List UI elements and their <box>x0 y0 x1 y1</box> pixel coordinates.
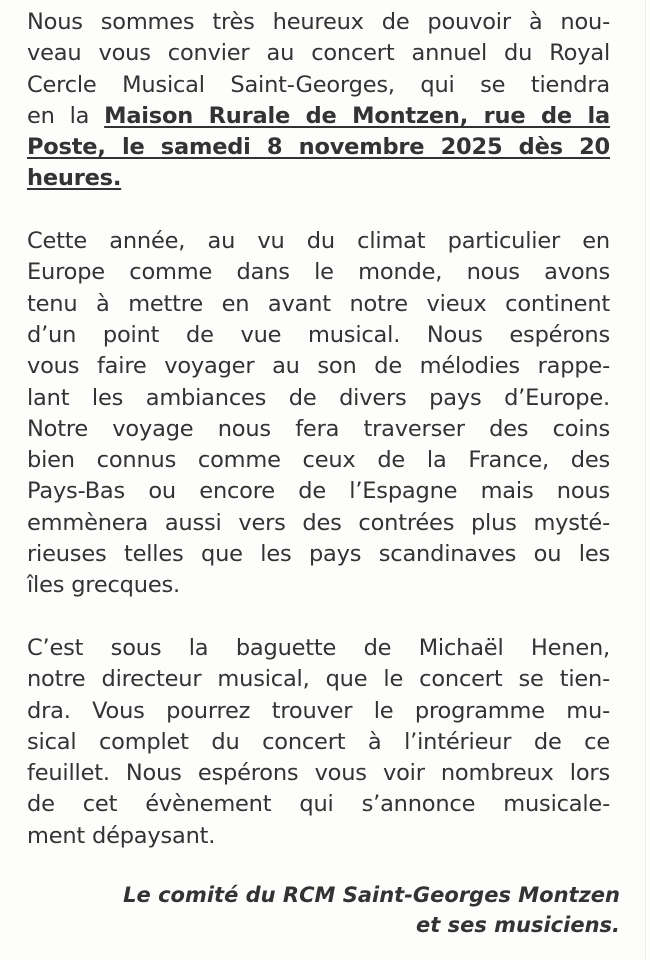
text-line: Europe comme dans le monde, nous avons <box>27 259 610 286</box>
paragraph-conductor <box>27 633 610 852</box>
text-line: Cercle Musical Saint-Georges, qui se tiendra <box>27 71 610 98</box>
text-line: emmènera aussi vers des contrées plus mysté- <box>27 509 610 536</box>
text-line: rieuses telles que les pays scandinaves ou les <box>27 541 610 568</box>
text-line <box>27 132 610 163</box>
text-line: Pays-Bas ou encore de l’Espagne mais nous <box>27 478 610 505</box>
paragraph-theme <box>27 226 610 602</box>
text-line: ment dépaysant. <box>27 822 216 849</box>
invitation-letter <box>27 7 610 883</box>
event-date-emphasis: Poste, le samedi 8 novembre 2025 dès 20 <box>27 134 610 161</box>
signature-line-musicians: et ses musiciens. <box>416 913 620 937</box>
text-line: sical complet du concert à l’intérieur de ce <box>27 728 610 755</box>
text-line: C’est sous la baguette de Michaël Henen, <box>27 634 610 661</box>
text-line: lant les ambiances de divers pays d’Europe. <box>27 384 610 411</box>
text-line <box>27 163 610 194</box>
text-line: Cette année, au vu du climat particulier en <box>27 228 610 255</box>
text-line <box>27 101 610 132</box>
text-line: de cet évènement qui s’annonce musicale- <box>27 791 610 818</box>
event-venue-emphasis: Maison Rurale de Montzen, rue de la <box>104 102 611 129</box>
text-line: notre directeur musical, que le concert se tien- <box>27 666 610 693</box>
signature-line-committee: Le comité du RCM Saint-Georges Montzen <box>123 883 620 907</box>
text-line: dra. Vous pourrez trouver le programme mu- <box>27 697 610 724</box>
text-line: feuillet. Nous espérons vous voir nombreux lors <box>27 760 610 787</box>
text-line: Nous sommes très heureux de pouvoir à nou- <box>27 9 610 35</box>
text-line: Notre voyage nous fera traverser des coins <box>27 415 610 442</box>
paragraph-invitation <box>27 7 610 195</box>
text-line: veau vous convier au concert annuel du Royal <box>27 40 610 67</box>
text-line: d’un point de vue musical. Nous espérons <box>27 321 610 348</box>
event-time-emphasis: heures. <box>27 165 122 192</box>
text-line: tenu à mettre en avant notre vieux continent <box>27 290 610 317</box>
text-fragment: en la <box>27 102 105 129</box>
text-line: vous faire voyager au son de mélodies rappe- <box>27 353 610 380</box>
paper-edge <box>645 0 646 960</box>
text-line: îles grecques. <box>27 572 180 599</box>
text-line: bien connus comme ceux de la France, des <box>27 447 610 474</box>
signature <box>123 880 620 940</box>
